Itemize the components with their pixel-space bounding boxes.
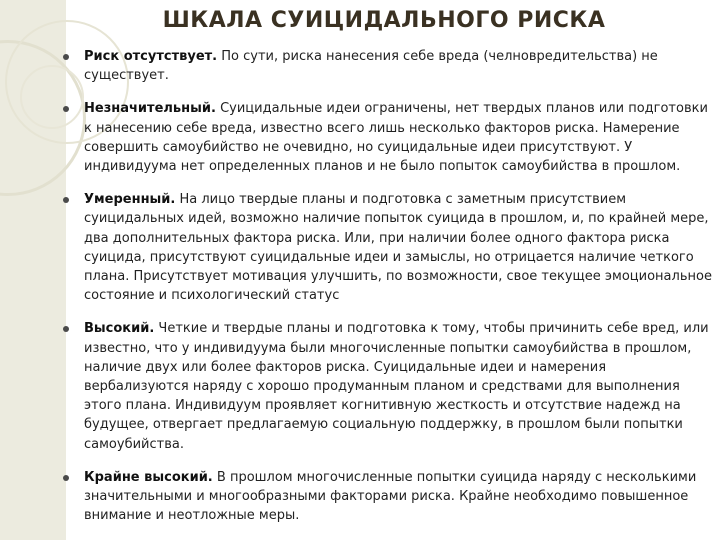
- risk-scale-list: [62, 47, 714, 539]
- item-text: [84, 99, 714, 176]
- bullet-icon: [63, 475, 69, 481]
- item-term: Незначительный.: [84, 101, 216, 117]
- list-item: [62, 468, 714, 526]
- item-description: Четкие и твердые планы и подготовка к тому, чтобы причинить себе вред, или известно, что у индивидуума были многочисленные попытки самоубийства в прошлом, наличие двух или более факторов риска. Суицидальные идеи и намерения вербализуются наряду с хорошо продуманным планом и средствами для выполнения этого плана. Индивидуум проявляет когнитивную жесткость и отсутствие надежд на будущее, отвергает предлагаемую социальную поддержку, в прошлом были попытки самоубийства.: [84, 321, 709, 452]
- bullet-icon: [63, 197, 69, 203]
- item-text: [84, 190, 714, 305]
- bullet-icon: [63, 54, 69, 60]
- list-item: [62, 99, 714, 176]
- bullet-icon: [63, 106, 69, 112]
- item-text: [84, 47, 714, 85]
- item-text: [84, 319, 714, 453]
- item-description: На лицо твердые планы и подготовка с заметным присутствием суицидальных идей, возможно наличие попыток суицида в прошлом, и, по крайней мере, два дополнительных фактора риска. Или, при наличии более одного фактора риска суицида, присутствуют суицидальные идеи и замыслы, но отрицается наличие четкого плана. Присутствует мотивация улучшить, по возможности, свое текущее эмоциональное состояние и психологический статус: [84, 192, 712, 304]
- item-term: Высокий.: [84, 321, 155, 337]
- bullet-icon: [63, 326, 69, 332]
- item-term: Умеренный.: [84, 192, 176, 208]
- list-item: [62, 190, 714, 305]
- item-description: По сути, риска нанесения себе вреда (челновредительства) не существует.: [84, 49, 658, 84]
- item-description: Суицидальные идеи ограничены, нет твердых планов или подготовки к нанесению себе вреда, известно всего лишь несколько факторов риска. Намерение совершить самоубийство не очевидно, но суицидальные идеи присутствуют. У индивидуума нет определенных планов и не было попыток самоубийства в прошлом.: [84, 101, 708, 175]
- list-item: [62, 319, 714, 453]
- list-item: [62, 47, 714, 85]
- slide-title: ШКАЛА СУИЦИДАЛЬНОГО РИСКА: [162, 8, 606, 33]
- item-text: [84, 468, 714, 526]
- item-term: Риск отсутствует.: [84, 49, 218, 64]
- item-description: В прошлом многочисленные попытки суицида наряду с несколькими значительными и многообразными факторами риска. Крайне необходимо повышенное внимание и неотложные меры.: [84, 469, 697, 524]
- item-term: Крайне высокий.: [84, 469, 213, 485]
